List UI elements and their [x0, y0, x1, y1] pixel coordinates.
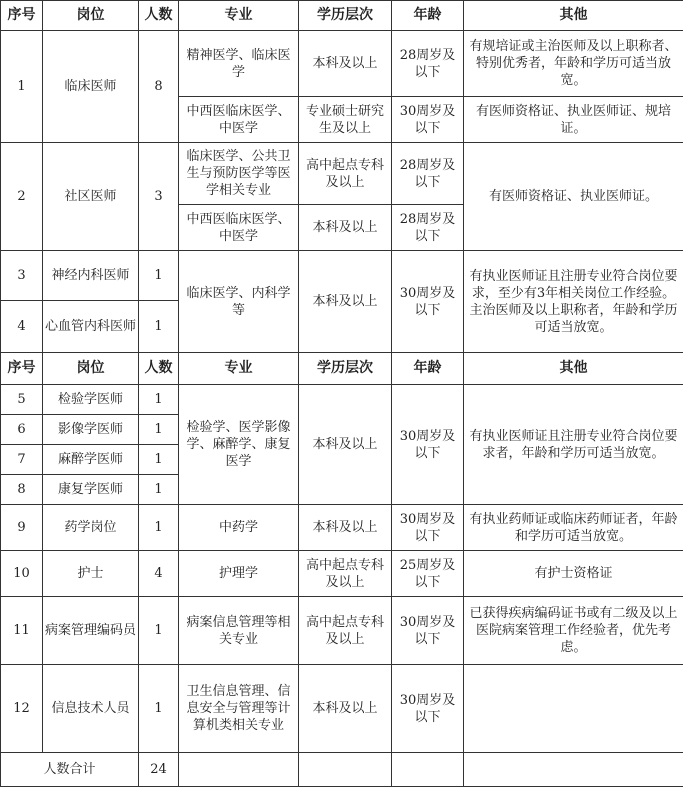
- row-position: 康复学医师: [43, 475, 139, 505]
- row-major: 病案信息管理等相关专业: [179, 597, 299, 665]
- row-education: 本科及以上: [299, 505, 392, 551]
- row-count: 8: [139, 31, 179, 143]
- row-no: 2: [1, 143, 43, 251]
- row-no: 4: [1, 301, 43, 353]
- row-count: 1: [139, 445, 179, 475]
- total-empty-cell: [299, 753, 392, 787]
- total-label: 人数合计: [1, 753, 139, 787]
- row-no: 12: [1, 665, 43, 753]
- header-major: 专业: [179, 353, 299, 385]
- row-age: 30周岁及以下: [392, 665, 464, 753]
- row-age: 30周岁及以下: [392, 97, 464, 143]
- row-count: 1: [139, 251, 179, 301]
- header-count: 人数: [139, 353, 179, 385]
- row-no: 10: [1, 551, 43, 597]
- row-age: 28周岁及以下: [392, 205, 464, 251]
- row-count: 1: [139, 385, 179, 415]
- row-count: 1: [139, 301, 179, 353]
- row-age: 25周岁及以下: [392, 551, 464, 597]
- row-count: 3: [139, 143, 179, 251]
- row-education: 高中起点专科及以上: [299, 143, 392, 205]
- row-major: 中西医临床医学、中医学: [179, 205, 299, 251]
- header-position: 岗位: [43, 1, 139, 31]
- row-other: 有执业药师证或临床药师证者，年龄和学历可适当放宽。: [464, 505, 683, 551]
- row-education: 本科及以上: [299, 31, 392, 97]
- row-age: 28周岁及以下: [392, 31, 464, 97]
- row-other: 有执业医师证且注册专业符合岗位要求，至少有3年相关岗位工作经验。主治医师及以上职称者，年龄和学历可适当放宽。: [464, 251, 683, 353]
- row-education: 高中起点专科及以上: [299, 597, 392, 665]
- total-value: 24: [139, 753, 179, 787]
- table-row: [1, 551, 683, 597]
- row-age: 30周岁及以下: [392, 251, 464, 353]
- header-count: 人数: [139, 1, 179, 31]
- row-no: 5: [1, 385, 43, 415]
- row-major: 护理学: [179, 551, 299, 597]
- row-count: 1: [139, 597, 179, 665]
- row-other: 有执业医师证且注册专业符合岗位要求者，年龄和学历可适当放宽。: [464, 385, 683, 505]
- table-row: [1, 251, 683, 301]
- header-other: 其他: [464, 1, 683, 31]
- row-position: 药学岗位: [43, 505, 139, 551]
- table-row: [1, 31, 683, 97]
- row-count: 1: [139, 505, 179, 551]
- table-row: [1, 385, 683, 415]
- header-education: 学历层次: [299, 1, 392, 31]
- row-education: 本科及以上: [299, 385, 392, 505]
- row-count: 1: [139, 665, 179, 753]
- row-position: 信息技术人员: [43, 665, 139, 753]
- row-major: 检验学、医学影像学、麻醉学、康复医学: [179, 385, 299, 505]
- header-no: 序号: [1, 353, 43, 385]
- row-major: 卫生信息管理、信息安全与管理等计算机类相关专业: [179, 665, 299, 753]
- total-empty-cell: [179, 753, 299, 787]
- row-age: 28周岁及以下: [392, 143, 464, 205]
- header-other: 其他: [464, 353, 683, 385]
- header-age: 年龄: [392, 353, 464, 385]
- table-row: [1, 665, 683, 753]
- header-no: 序号: [1, 1, 43, 31]
- row-other: 有护士资格证: [464, 551, 683, 597]
- row-count: 1: [139, 475, 179, 505]
- row-major: 临床医学、公共卫生与预防医学等医学相关专业: [179, 143, 299, 205]
- row-no: 6: [1, 415, 43, 445]
- row-major: 临床医学、内科学等: [179, 251, 299, 353]
- header-position: 岗位: [43, 353, 139, 385]
- row-no: 7: [1, 445, 43, 475]
- row-count: 4: [139, 551, 179, 597]
- header-age: 年龄: [392, 1, 464, 31]
- row-no: 8: [1, 475, 43, 505]
- row-other: 有规培证或主治医师及以上职称者、特别优秀者，年龄和学历可适当放宽。: [464, 31, 683, 97]
- row-position: 麻醉学医师: [43, 445, 139, 475]
- row-position: 神经内科医师: [43, 251, 139, 301]
- row-age: 30周岁及以下: [392, 505, 464, 551]
- table-row: [1, 505, 683, 551]
- row-other: 有医师资格证、执业医师证。: [464, 143, 683, 251]
- row-education: 高中起点专科及以上: [299, 551, 392, 597]
- row-count: 1: [139, 415, 179, 445]
- row-position: 病案管理编码员: [43, 597, 139, 665]
- row-other: 有医师资格证、执业医师证、规培证。: [464, 97, 683, 143]
- row-age: 30周岁及以下: [392, 597, 464, 665]
- row-position: 心血管内科医师: [43, 301, 139, 353]
- row-major: 中药学: [179, 505, 299, 551]
- header-major: 专业: [179, 1, 299, 31]
- row-position: 社区医师: [43, 143, 139, 251]
- table-row: [1, 143, 683, 205]
- row-no: 11: [1, 597, 43, 665]
- header-education: 学历层次: [299, 353, 392, 385]
- row-other: 已获得疾病编码证书或有二级及以上医院病案管理工作经验者，优先考虑。: [464, 597, 683, 665]
- row-education: 本科及以上: [299, 251, 392, 353]
- row-position: 护士: [43, 551, 139, 597]
- row-no: 3: [1, 251, 43, 301]
- total-row: [1, 753, 683, 787]
- total-empty-cell: [464, 753, 683, 787]
- table-row: [1, 597, 683, 665]
- row-position: 临床医师: [43, 31, 139, 143]
- row-age: 30周岁及以下: [392, 385, 464, 505]
- row-position: 检验学医师: [43, 385, 139, 415]
- header-row: [1, 1, 683, 31]
- total-empty-cell: [392, 753, 464, 787]
- row-major: 精神医学、临床医学: [179, 31, 299, 97]
- row-education: 专业硕士研究生及以上: [299, 97, 392, 143]
- row-other: [464, 665, 683, 753]
- row-no: 1: [1, 31, 43, 143]
- row-education: 本科及以上: [299, 665, 392, 753]
- row-position: 影像学医师: [43, 415, 139, 445]
- row-education: 本科及以上: [299, 205, 392, 251]
- row-major: 中西医临床医学、中医学: [179, 97, 299, 143]
- row-no: 9: [1, 505, 43, 551]
- header-row: [1, 353, 683, 385]
